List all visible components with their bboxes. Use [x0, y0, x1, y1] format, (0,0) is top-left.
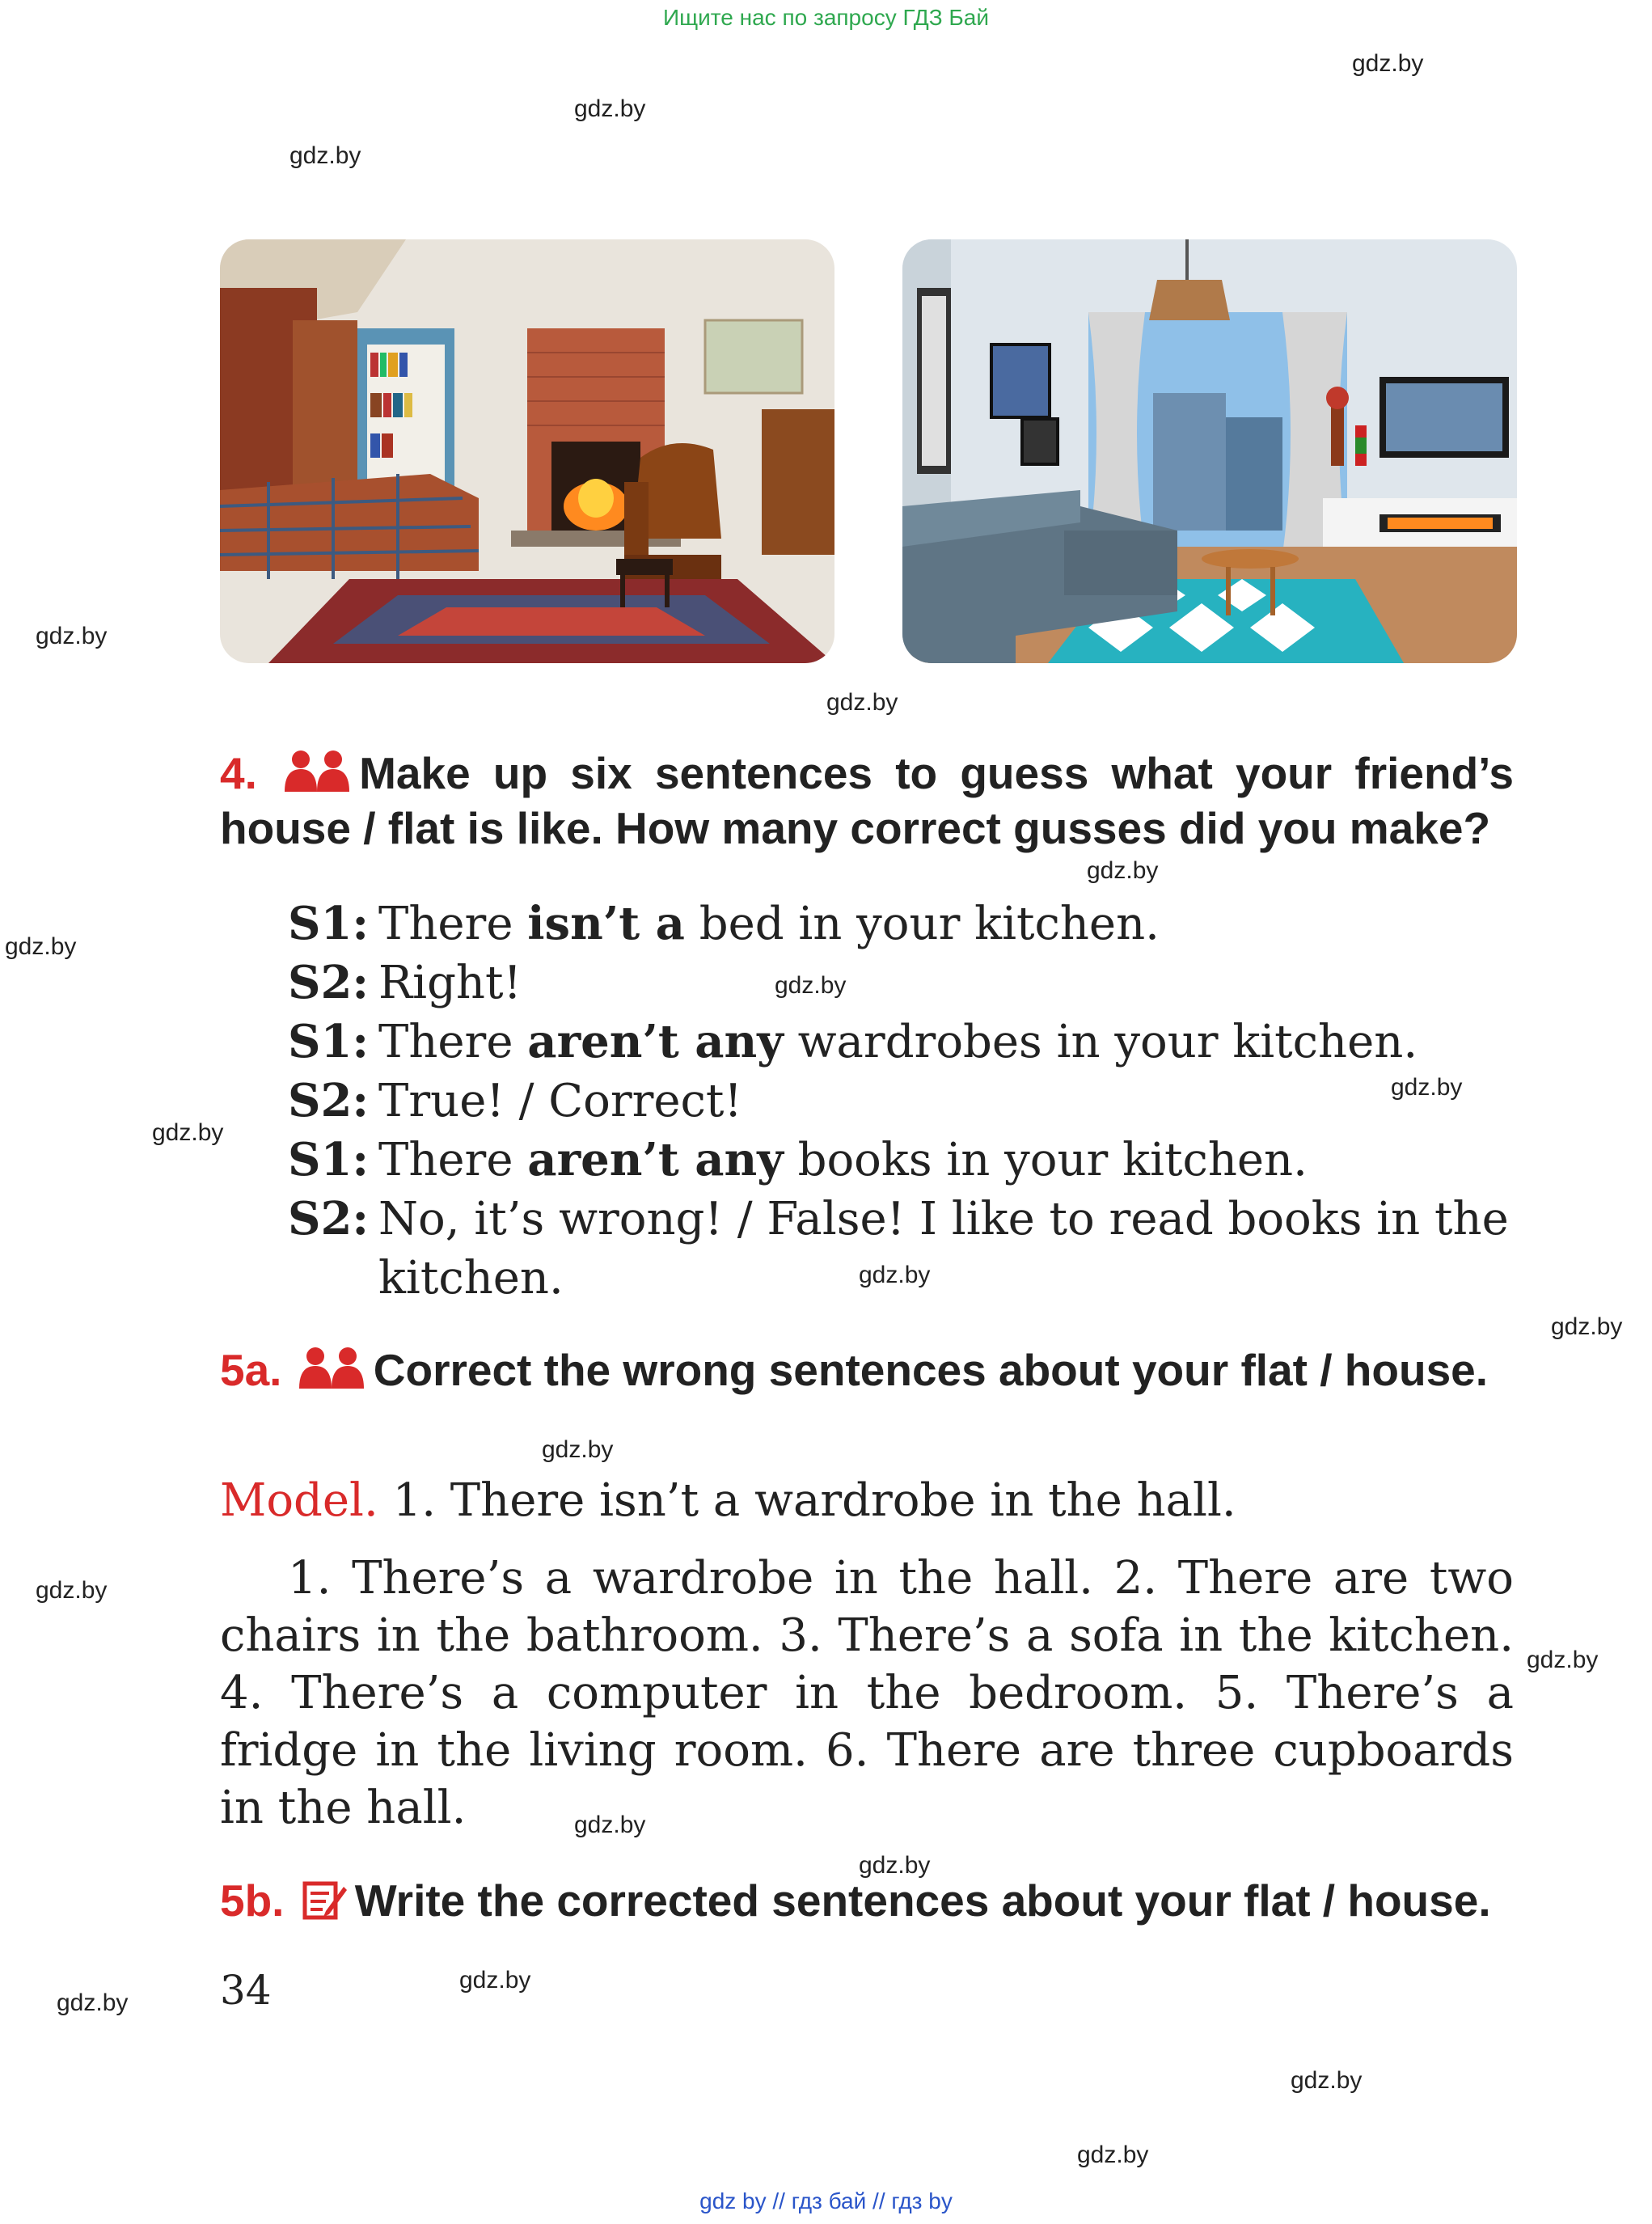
dialogue-line: [288, 894, 1514, 953]
watermark: gdz.by: [5, 933, 77, 960]
line-text: wardrobes in your kitchen.: [783, 1016, 1418, 1068]
line-text: Right!: [378, 957, 522, 1009]
line-text: No, it’s wrong! / False! I like to read books in the kitchen.: [378, 1193, 1509, 1304]
watermark: gdz.by: [459, 1967, 531, 1994]
line-text: There: [378, 898, 528, 950]
speaker-label: S2:: [288, 1074, 370, 1127]
dialogue-line: [288, 1131, 1514, 1190]
watermark: gdz.by: [859, 1852, 931, 1879]
speaker-label: S1:: [288, 1015, 370, 1068]
dialogue-line: [288, 1072, 1514, 1131]
dialogue-example: [288, 894, 1514, 1308]
task-number: 5a.: [220, 1345, 282, 1395]
dialogue-line: [288, 1190, 1514, 1308]
watermark: gdz.by: [574, 95, 646, 122]
watermark: gdz.by: [1291, 2067, 1363, 2094]
task-5a-instruction: Correct the wrong sentences about your flat / house.: [373, 1345, 1489, 1395]
model-example: [220, 1472, 1514, 1530]
watermark: gdz.by: [1527, 1647, 1599, 1673]
watermark: gdz.by: [289, 142, 361, 169]
line-text: There: [378, 1016, 528, 1068]
top-banner[interactable]: Ищите нас по запросу ГДЗ Бай: [662, 5, 990, 30]
watermark: gdz.by: [1077, 2142, 1149, 2168]
model-label: Model.: [220, 1474, 378, 1527]
speaker-label: S2:: [288, 956, 370, 1009]
pair-work-icon: [298, 1346, 367, 1388]
highlighted-phrase: aren’t any: [527, 1133, 784, 1186]
watermark: gdz.by: [826, 689, 898, 716]
watermark: gdz.by: [859, 1262, 931, 1288]
watermark: gdz.by: [57, 1989, 129, 2016]
dialogue-line: [288, 1013, 1514, 1072]
footer-links[interactable]: gdz by // гдз бай // гдз by: [699, 2188, 953, 2213]
speaker-label: S2:: [288, 1192, 370, 1245]
line-text: books in your kitchen.: [783, 1134, 1308, 1186]
watermark: gdz.by: [36, 1577, 108, 1604]
writing-icon: [302, 1877, 347, 1921]
model-text: 1. There isn’t a wardrobe in the hall.: [392, 1474, 1236, 1527]
page-number: 34: [220, 1967, 272, 2014]
dialogue-line: [288, 953, 1514, 1013]
watermark: gdz.by: [775, 972, 847, 999]
task-number: 5b.: [220, 1875, 285, 1926]
line-text: There: [378, 1134, 528, 1186]
watermark: gdz.by: [1391, 1074, 1463, 1101]
watermark: gdz.by: [542, 1436, 614, 1463]
watermark: gdz.by: [1352, 50, 1424, 77]
task-number: 4.: [220, 748, 257, 798]
task-5a-heading: [220, 1342, 1514, 1397]
speaker-label: S1:: [288, 897, 370, 950]
watermark: gdz.by: [574, 1812, 646, 1838]
watermark: gdz.by: [152, 1119, 224, 1146]
speaker-label: S1:: [288, 1133, 370, 1186]
modern-living-room-photo: [902, 239, 1517, 663]
pair-work-icon: [283, 749, 353, 791]
line-text: bed in your kitchen.: [684, 898, 1160, 950]
watermark: gdz.by: [36, 623, 108, 649]
task-4-instruction: Make up six sentences to guess what your friend’s house / flat is like. How many correct gusses did you make?: [220, 748, 1514, 853]
living-room-fireplace-photo: [220, 239, 834, 663]
task-4-heading: [220, 746, 1514, 856]
line-text: True! / Correct!: [378, 1075, 742, 1127]
task-5b-instruction: Write the corrected sentences about your flat / house.: [354, 1875, 1491, 1926]
task-5b-heading: [220, 1873, 1514, 1928]
highlighted-phrase: aren’t any: [527, 1015, 784, 1068]
watermark: gdz.by: [1551, 1313, 1623, 1340]
highlighted-phrase: isn’t a: [527, 897, 685, 950]
exercise-sentences: 1. There’s a wardrobe in the hall. 2. There are two chairs in the bathroom. 3. There’s a sofa in the kitchen. 4. There’s a computer in the bedroom. 5. There’s a fridge in the living room. 6. There are three cupboards in the hall.: [220, 1552, 1514, 1834]
watermark: gdz.by: [1087, 857, 1159, 884]
